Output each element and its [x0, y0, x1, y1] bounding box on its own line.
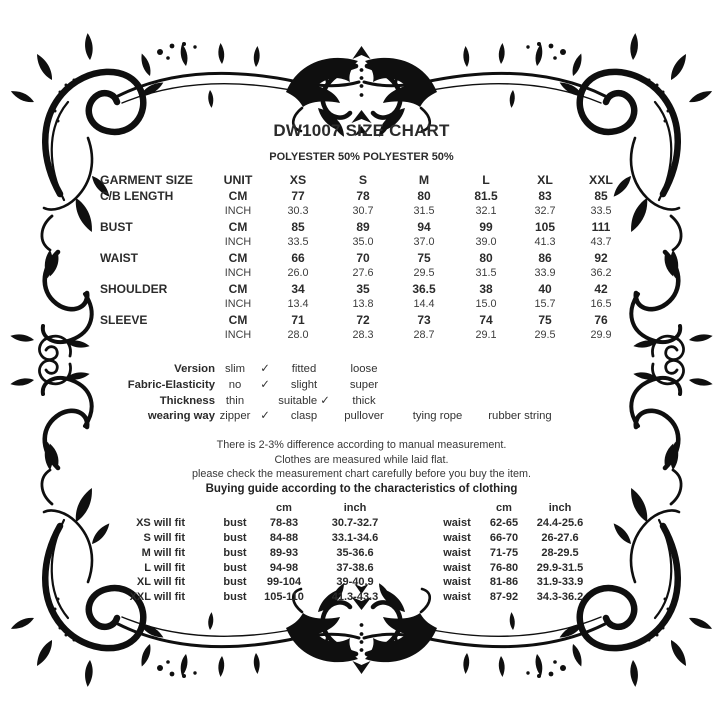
value-xs: 66 — [291, 250, 305, 265]
value-xxl: 33.5 — [590, 205, 612, 217]
value-s: 78 — [356, 188, 370, 203]
value-l: 32.1 — [475, 205, 497, 217]
value-m: 75 — [417, 250, 431, 265]
size-table-row — [100, 328, 632, 344]
value-s: 13.8 — [352, 298, 374, 310]
value-xl: 40 — [538, 281, 552, 296]
attribute-option-2: slight — [290, 378, 318, 391]
empty-cell — [210, 501, 260, 516]
bust-table-row — [100, 546, 402, 561]
value-xxl: 111 — [591, 219, 611, 234]
size-table-row — [100, 313, 632, 329]
value-xs: 34 — [291, 281, 305, 296]
attribute-option-4 — [395, 378, 480, 394]
attribute-label: Thickness — [159, 394, 215, 407]
waist-table-row — [430, 575, 596, 590]
attribute-option-4: tying rope — [412, 410, 463, 423]
range-inch: 39-40.9 — [336, 576, 374, 589]
range-cm: 66-70 — [489, 531, 519, 544]
note-line-1: There is 2-3% difference according to manual measurement. — [216, 439, 507, 451]
attribute-option-5 — [480, 378, 560, 394]
attribute-row — [100, 362, 560, 378]
bust-header-inch: inch — [343, 502, 367, 514]
waist-table-row — [430, 516, 596, 531]
bust-table-row — [100, 531, 402, 546]
size-table-row — [100, 282, 632, 298]
value-l: 29.1 — [475, 329, 497, 341]
value-l: 31.5 — [475, 267, 497, 279]
value-s: 35 — [356, 281, 370, 296]
value-xl: 86 — [538, 250, 552, 265]
body-part: waist — [443, 561, 471, 574]
body-part: bust — [223, 546, 247, 559]
bust-table-row — [100, 516, 402, 531]
measure-label — [100, 297, 210, 313]
value-l: 39.0 — [475, 236, 497, 248]
value-xxl: 36.2 — [590, 267, 612, 279]
value-xs: 13.4 — [287, 298, 309, 310]
attribute-option-1: slim — [224, 363, 246, 375]
size-table-body — [100, 189, 632, 344]
range-inch: 28-29.5 — [541, 546, 579, 559]
value-l: 81.5 — [474, 188, 498, 203]
buying-guide-bust-table — [100, 501, 402, 605]
range-inch: 26-27.6 — [541, 531, 579, 544]
waist-table-row — [430, 590, 596, 605]
unit-cell: INCH — [224, 236, 252, 248]
bust-table-body — [100, 516, 402, 605]
unit-cell: CM — [228, 250, 248, 265]
value-m: 28.7 — [413, 329, 435, 341]
range-inch: 33.1-34.6 — [331, 531, 379, 544]
value-xl: 105 — [534, 219, 556, 234]
attribute-option-1: thin — [225, 394, 245, 407]
measure-label: SHOULDER — [100, 281, 168, 296]
value-xxl: 43.7 — [590, 236, 612, 248]
value-xxl: 92 — [594, 250, 608, 265]
attribute-option-5 — [480, 362, 560, 378]
value-xs: 30.3 — [287, 205, 309, 217]
size-table — [100, 173, 632, 344]
measure-label: C/B LENGTH — [100, 188, 174, 203]
value-l: 74 — [479, 312, 493, 327]
value-l: 15.0 — [475, 298, 497, 310]
range-cm: 62-65 — [489, 516, 519, 529]
value-xs: 85 — [291, 219, 305, 234]
header-xxl: XXL — [589, 173, 613, 187]
value-xl: 75 — [538, 312, 552, 327]
value-xs: 77 — [291, 188, 305, 203]
bust-table-row — [100, 590, 402, 605]
attribute-option-3: thick — [352, 394, 376, 407]
body-part: waist — [443, 531, 471, 544]
attribute-option-2: clasp — [290, 410, 318, 423]
body-part: waist — [443, 576, 471, 589]
body-part: waist — [443, 591, 471, 604]
range-inch: 37-38.6 — [336, 561, 374, 574]
range-inch: 24.4-25.6 — [536, 516, 584, 529]
value-xl: 83 — [538, 188, 552, 203]
attribute-row — [100, 394, 560, 410]
attribute-row — [100, 378, 560, 394]
body-part: bust — [223, 591, 247, 604]
fit-size-label: M will fit — [141, 546, 185, 559]
body-part: bust — [223, 531, 247, 544]
header-garment-size: GARMENT SIZE — [100, 173, 193, 187]
value-l: 38 — [479, 281, 493, 296]
range-inch: 41.3-43.3 — [331, 591, 379, 604]
range-cm: 89-93 — [269, 546, 299, 559]
attribute-row — [100, 409, 560, 425]
measure-label — [100, 204, 210, 220]
bust-table-row — [100, 575, 402, 590]
unit-cell: INCH — [224, 205, 252, 217]
measure-label — [100, 328, 210, 344]
fit-size-label: S will fit — [143, 531, 185, 544]
unit-cell: CM — [228, 281, 248, 296]
range-inch: 35-36.6 — [336, 546, 374, 559]
value-xxl: 85 — [594, 188, 608, 203]
measurement-notes — [0, 438, 723, 497]
header-xs: XS — [289, 173, 307, 187]
header-l: L — [482, 173, 490, 187]
value-m: 31.5 — [413, 205, 435, 217]
body-part: bust — [223, 576, 247, 589]
value-xl: 15.7 — [534, 298, 556, 310]
value-m: 94 — [417, 219, 431, 234]
value-s: 35.0 — [352, 236, 374, 248]
check-mark — [255, 394, 275, 410]
value-s: 72 — [356, 312, 370, 327]
value-xs: 33.5 — [287, 236, 309, 248]
range-inch: 29.9-31.5 — [536, 561, 584, 574]
check-mark: ✓ — [260, 378, 270, 391]
empty-cell — [430, 501, 484, 516]
measure-label: BUST — [100, 219, 133, 234]
buying-guide-waist-table — [430, 501, 596, 605]
measure-label: SLEEVE — [100, 312, 148, 327]
range-cm: 99-104 — [266, 576, 302, 589]
attribute-option-2: fitted — [291, 363, 317, 375]
measure-label — [100, 235, 210, 251]
header-m: M — [418, 173, 430, 187]
value-m: 80 — [417, 188, 431, 203]
range-cm: 105-110 — [264, 591, 304, 604]
body-part: bust — [223, 561, 247, 574]
note-line-3: please check the measurement chart carefully before you buy the item. — [191, 468, 532, 480]
check-mark: ✓ — [260, 410, 270, 423]
size-table-row — [100, 204, 632, 220]
attribute-option-1: no — [228, 378, 242, 391]
note-line-2: Clothes are measured while laid flat. — [274, 453, 449, 466]
size-table-row — [100, 251, 632, 267]
waist-header-cm: cm — [496, 502, 512, 514]
value-xxl: 76 — [594, 312, 608, 327]
range-inch: 30.7-32.7 — [331, 516, 379, 529]
range-cm: 78-83 — [269, 516, 299, 529]
value-xl: 33.9 — [534, 267, 556, 279]
buying-guide-title: Buying guide according to the characteristics of clothing — [205, 482, 518, 495]
measure-label — [100, 266, 210, 282]
attribute-option-1: zipper — [219, 410, 251, 423]
range-inch: 31.9-33.9 — [536, 576, 584, 589]
unit-cell: INCH — [224, 267, 252, 279]
fit-size-label: XS will fit — [136, 516, 185, 529]
unit-cell: CM — [228, 219, 248, 234]
measure-label: WAIST — [100, 250, 138, 265]
fit-size-label: L will fit — [144, 561, 185, 574]
value-m: 14.4 — [413, 298, 435, 310]
body-part: waist — [443, 516, 471, 529]
size-table-row — [100, 235, 632, 251]
value-xs: 71 — [291, 312, 305, 327]
header-s: S — [358, 173, 368, 187]
value-xxl: 42 — [594, 281, 608, 296]
value-xxl: 29.9 — [590, 329, 612, 341]
value-xl: 29.5 — [534, 329, 556, 341]
value-xs: 28.0 — [287, 329, 309, 341]
attribute-option-3: pullover — [344, 410, 384, 423]
range-cm: 81-86 — [489, 576, 519, 589]
range-cm: 87-92 — [489, 591, 519, 604]
bust-table-row — [100, 561, 402, 576]
header-xl: XL — [537, 173, 553, 187]
value-m: 29.5 — [413, 267, 435, 279]
size-table-row — [100, 189, 632, 205]
size-table-header — [100, 173, 632, 189]
waist-table-row — [430, 546, 596, 561]
waist-table-row — [430, 531, 596, 546]
size-table-row — [100, 297, 632, 313]
unit-cell: CM — [228, 312, 248, 327]
attribute-option-3: super — [349, 378, 379, 391]
attribute-table — [100, 362, 560, 425]
value-m: 37.0 — [413, 236, 435, 248]
value-xl: 41.3 — [534, 236, 556, 248]
size-table-row — [100, 220, 632, 236]
unit-cell: INCH — [224, 298, 252, 310]
waist-header-inch: inch — [548, 502, 572, 514]
waist-table-row — [430, 561, 596, 576]
value-xxl: 16.5 — [590, 298, 612, 310]
unit-cell: CM — [228, 188, 248, 203]
attribute-option-5: rubber string — [488, 410, 552, 423]
attribute-option-2: suitable ✓ — [278, 394, 330, 407]
size-table-row — [100, 266, 632, 282]
header-unit: UNIT — [223, 173, 253, 187]
attribute-option-4 — [395, 394, 480, 410]
attribute-label: Version — [174, 363, 215, 375]
fit-size-label: XXL will fit — [129, 591, 185, 604]
bust-header-cm: cm — [276, 502, 292, 514]
attribute-label: Fabric-Elasticity — [127, 378, 215, 391]
attribute-option-3: loose — [350, 363, 378, 375]
attribute-label: wearing way — [147, 410, 215, 423]
fit-size-label: XL will fit — [136, 576, 185, 589]
value-l: 80 — [479, 250, 493, 265]
waist-table-body — [430, 516, 596, 605]
page-title: DW1007 SIZE CHART — [273, 121, 450, 140]
waist-table-header — [430, 501, 596, 516]
value-s: 70 — [356, 250, 370, 265]
body-part: waist — [443, 546, 471, 559]
value-m: 36.5 — [412, 281, 436, 296]
value-s: 28.3 — [352, 329, 374, 341]
value-s: 27.6 — [352, 267, 374, 279]
material-subtitle: POLYESTER 50% POLYESTER 50% — [269, 151, 454, 163]
body-part: bust — [223, 516, 247, 529]
empty-cell — [100, 501, 210, 516]
value-s: 30.7 — [352, 205, 374, 217]
range-cm: 94-98 — [269, 561, 299, 574]
attribute-option-4 — [395, 362, 480, 378]
range-cm: 71-75 — [489, 546, 519, 559]
check-mark: ✓ — [260, 363, 270, 375]
value-m: 73 — [417, 312, 431, 327]
attribute-option-5 — [480, 394, 560, 410]
value-xl: 32.7 — [534, 205, 556, 217]
value-xs: 26.0 — [287, 267, 309, 279]
range-inch: 34.3-36.2 — [536, 591, 584, 604]
unit-cell: INCH — [224, 329, 252, 341]
range-cm: 76-80 — [489, 561, 519, 574]
value-l: 99 — [479, 219, 493, 234]
value-s: 89 — [356, 219, 370, 234]
range-cm: 84-88 — [269, 531, 299, 544]
bust-table-header — [100, 501, 402, 516]
